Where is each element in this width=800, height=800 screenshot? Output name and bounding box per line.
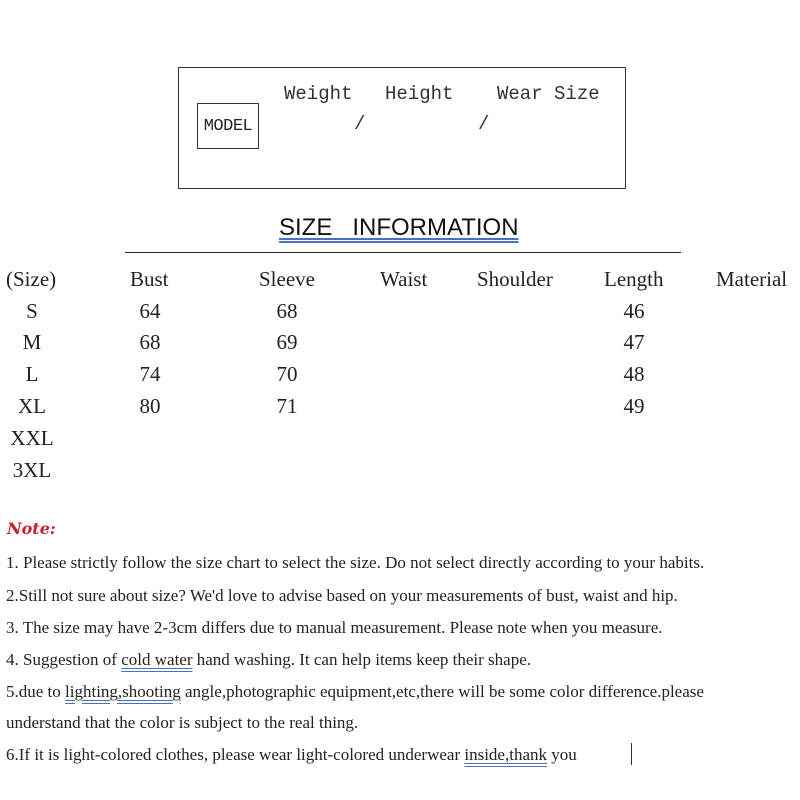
cell-size: XXL bbox=[10, 426, 54, 450]
note-5-highlight: lighting,shooting bbox=[65, 682, 181, 701]
cell-bust: 80 bbox=[139, 394, 161, 418]
cell-sleeve: 70 bbox=[276, 362, 298, 386]
note-6-part-3: you bbox=[547, 745, 577, 764]
cell-bust: 64 bbox=[139, 299, 161, 323]
note-4-part-1: 4. Suggestion of bbox=[6, 650, 122, 669]
note-4 bbox=[6, 650, 531, 670]
note-3: 3. The size may have 2-3cm differs due to manual measurement. Please note when you measure. bbox=[6, 618, 663, 637]
title-divider bbox=[125, 252, 681, 253]
cell-sleeve: 69 bbox=[276, 330, 298, 354]
note-5-part-1: 5.due to bbox=[6, 682, 66, 701]
note-5-continued: understand that the color is subject to the real thing. bbox=[6, 713, 359, 732]
cell-length: 46 bbox=[623, 299, 645, 323]
cell-bust: 68 bbox=[139, 330, 161, 354]
weight-label: Weight bbox=[284, 83, 353, 105]
header-material: Material bbox=[716, 267, 788, 291]
header-size: (Size) bbox=[6, 267, 57, 291]
note-5-part-3: angle,photographic equipment,etc,there will be some color difference.please bbox=[180, 682, 704, 701]
note-2: 2.Still not sure about size? We'd love to advise based on your measurements of bust, waist and hip. bbox=[6, 586, 678, 605]
cell-size: S bbox=[26, 299, 38, 323]
header-shoulder: Shoulder bbox=[477, 267, 553, 291]
note-6-part-1: 6.If it is light-colored clothes, please wear light-colored underwear bbox=[6, 745, 465, 764]
cell-sleeve: 71 bbox=[276, 394, 298, 418]
cell-sleeve: 68 bbox=[276, 299, 298, 323]
size-information-title: SIZE INFORMATION bbox=[279, 214, 519, 241]
model-label: MODEL bbox=[197, 103, 259, 149]
cell-size: M bbox=[22, 330, 42, 354]
header-waist: Waist bbox=[380, 267, 428, 291]
note-1: 1. Please strictly follow the size chart to select the size. Do not select directly according to your habits. bbox=[6, 553, 705, 572]
note-6 bbox=[6, 745, 577, 765]
cell-size: L bbox=[25, 362, 39, 386]
note-6-highlight: inside,thank bbox=[464, 745, 548, 764]
cell-bust: 74 bbox=[139, 362, 161, 386]
header-bust: Bust bbox=[130, 267, 169, 291]
cell-size: XL bbox=[18, 394, 46, 418]
note-4-part-3: hand washing. It can help items keep their shape. bbox=[192, 650, 531, 669]
note-title: Note: bbox=[7, 519, 56, 538]
header-length: Length bbox=[604, 267, 664, 291]
text-cursor bbox=[631, 743, 632, 765]
wear-size-value: / bbox=[478, 113, 490, 135]
height-value: / bbox=[354, 113, 366, 135]
cell-length: 49 bbox=[623, 394, 645, 418]
height-label: Height bbox=[385, 83, 454, 105]
wear-size-label: Wear Size bbox=[497, 83, 600, 105]
cell-length: 48 bbox=[623, 362, 645, 386]
header-sleeve: Sleeve bbox=[259, 267, 315, 291]
note-5 bbox=[6, 682, 704, 702]
cell-size: 3XL bbox=[12, 458, 52, 482]
note-4-highlight: cold water bbox=[121, 650, 193, 669]
cell-length: 47 bbox=[623, 330, 645, 354]
